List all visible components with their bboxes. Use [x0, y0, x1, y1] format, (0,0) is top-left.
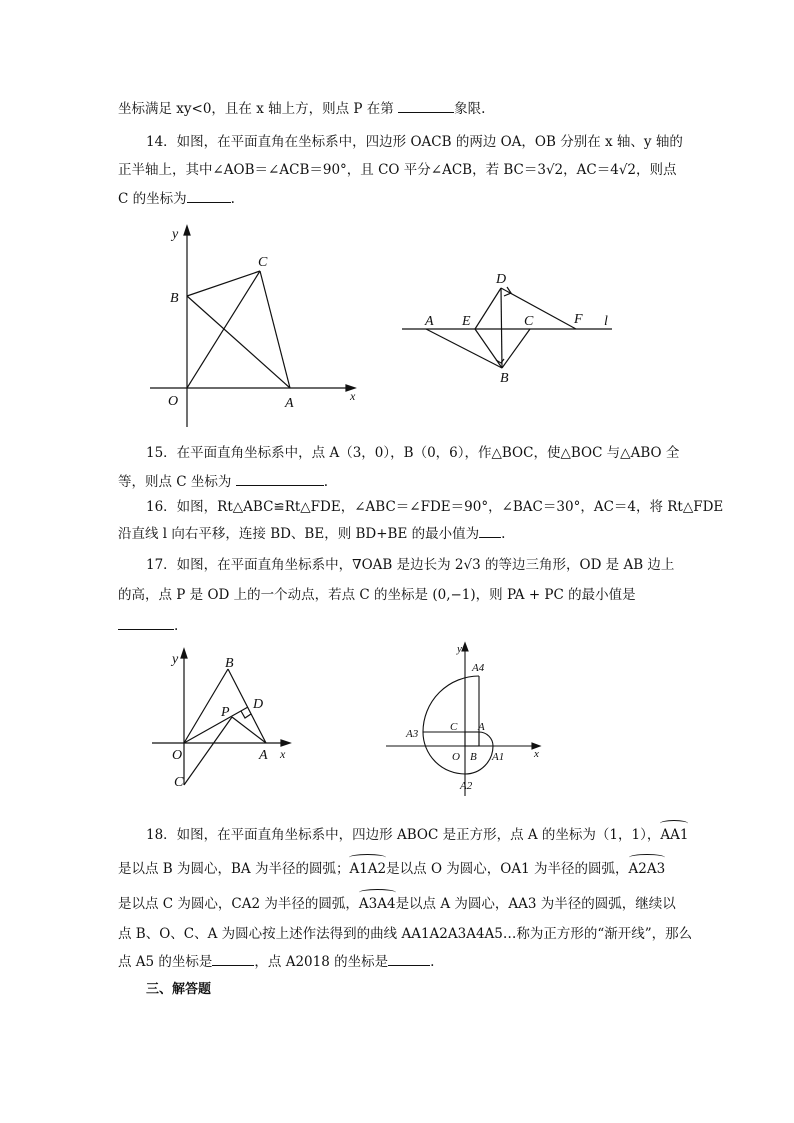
q16-line2-text: 沿直线 l 向右平移，连接 BD、BE，则 BD+BE 的最小值为 [118, 526, 480, 542]
label-a: A [285, 396, 294, 411]
label-o: O [172, 748, 183, 763]
arc-label-a2a3: A2A3 [629, 856, 666, 879]
label-c: C [174, 775, 184, 790]
segment-pc [184, 717, 232, 785]
q17-end: . [174, 618, 179, 634]
q16-end: . [501, 526, 506, 542]
segment-oc [187, 271, 260, 388]
x-axis-arrow [281, 740, 290, 746]
q17-line3 [118, 616, 178, 636]
q14-end: . [230, 191, 235, 207]
label-b: B [170, 291, 179, 306]
y-axis-arrow [181, 649, 187, 658]
q13-text: 坐标满足 xy<0，且在 x 轴上方，则点 P 在第 [118, 101, 394, 117]
label-o: O [452, 751, 460, 763]
arc-label-aa1: AA1 [660, 822, 688, 845]
q18-line5 [118, 952, 434, 972]
segment-ed [475, 288, 501, 329]
q18-line1 [146, 822, 688, 845]
square-aboc [465, 732, 479, 746]
label-b: B [470, 751, 477, 763]
arc-label-a1a2: A1A2 [349, 856, 386, 879]
q18-p3a: 是以点 C 为圆心，CA2 为半径的圆弧， [118, 896, 359, 912]
q14-line3 [118, 189, 235, 209]
label-l: l [604, 314, 608, 329]
q15-end: . [323, 474, 329, 490]
segment-ba [187, 296, 290, 388]
segment-df [501, 288, 576, 329]
label-o: O [168, 394, 179, 409]
q18-p1: 18．如图，在平面直角坐标系中，四边形 ABOC 是正方形，点 A 的坐标为（1，1）， [146, 827, 661, 843]
label-a3: A3 [406, 728, 419, 740]
label-a: A [259, 748, 268, 763]
q18-line4: 点 B、O、C、A 为圆心按上述作法得到的曲线 AA1A2A3A4A5…称为正方形的“渐开线”，那么 [118, 926, 693, 942]
right-angle-b [496, 359, 504, 363]
figure-q14 [150, 222, 370, 437]
q15-line2-text: 等，则点 C 坐标为 [118, 474, 232, 490]
answer-blank [479, 525, 501, 538]
q18-p5a: 点 A5 的坐标是 [118, 954, 213, 970]
label-p: P [221, 705, 230, 720]
q18-p2b: 是以点 O 为圆心，OA1 为半径的圆弧， [386, 861, 629, 877]
segment-ca [260, 271, 290, 388]
label-d: D [253, 697, 264, 712]
label-a: A [478, 721, 485, 733]
q15-line2 [118, 472, 328, 492]
label-a1: A1 [492, 751, 505, 763]
q13-tail [118, 99, 485, 119]
y-axis-arrow [184, 226, 190, 235]
q15-line1: 15．在平面直角坐标系中，点 A（3，0），B（0，6），作△BOC，使△BOC 与△ABO 全 [146, 445, 680, 461]
answer-blank [212, 953, 254, 966]
segment-ab [426, 329, 502, 368]
answer-blank [398, 100, 454, 113]
segment-be [475, 329, 502, 368]
label-a: A [425, 314, 434, 329]
answer-blank [187, 190, 231, 203]
q18-p3b: 是以点 A 为圆心，AA3 为半径的圆弧，继续以 [395, 896, 676, 912]
segment-pa [232, 717, 266, 743]
label-y: y [172, 227, 179, 242]
arc-label-a3a4: A3A4 [359, 891, 396, 914]
label-c: C [524, 314, 534, 329]
q17-line1: 17．如图，在平面直角坐标系中，∇OAB 是边长为 2√3 的等边三角形，OD 是 AB 边上 [146, 557, 675, 573]
answer-blank [118, 617, 174, 630]
q18-line3 [118, 891, 676, 914]
section-heading: 三、解答题 [146, 982, 212, 997]
label-d: D [496, 272, 507, 287]
label-b: B [500, 371, 509, 386]
answer-blank [236, 473, 324, 486]
label-x: x [534, 748, 539, 760]
label-a2: A2 [460, 780, 473, 792]
label-a4: A4 [472, 662, 485, 674]
label-x: x [280, 747, 286, 761]
label-c: C [258, 255, 268, 270]
q18-p5b: ，点 A2018 的坐标是 [254, 954, 389, 970]
q13-suffix: 象限. [454, 101, 486, 117]
q14-line2: 正半轴上，其中∠AOB＝∠ACB＝90°，且 CO 平分∠ACB，若 BC＝3√2，AC＝4√2，则点 [118, 162, 677, 178]
y-axis-arrow [462, 643, 468, 651]
label-b: B [225, 656, 234, 671]
segment-od [184, 707, 248, 743]
arc-aa1 [479, 732, 493, 746]
figure-q17 [148, 645, 298, 795]
q18-end: . [430, 954, 435, 970]
q17-line2: 的高，点 P 是 OD 上的一个动点，若点 C 的坐标是 (0,−1)，则 PA + PC 的最小值是 [118, 587, 636, 603]
q16-line2 [118, 524, 505, 544]
segment-bd [501, 288, 502, 368]
figure-q18 [380, 640, 550, 800]
q16-line1: 16．如图，Rt△ABC≌Rt△FDE，∠ABC＝∠FDE＝90°，∠BAC＝30°，AC＝4，将 Rt△FDE [146, 499, 724, 515]
label-y: y [172, 652, 179, 667]
label-f: F [574, 312, 583, 327]
q14-line1: 14．如图，在平面直角在坐标系中，四边形 OACB 的两边 OA，OB 分别在 x 轴、y 轴的 [146, 134, 683, 150]
answer-blank [388, 953, 430, 966]
segment-bc [187, 271, 260, 296]
label-y: y [457, 643, 462, 655]
q18-p2a: 是以点 B 为圆心，BA 为半径的圆弧； [118, 861, 350, 877]
label-c: C [450, 721, 458, 733]
figure-q16 [398, 262, 618, 392]
label-x: x [350, 389, 356, 403]
q18-line2 [118, 856, 665, 879]
segment-bc [502, 329, 530, 368]
label-e: E [462, 314, 471, 329]
q14-line3-text: C 的坐标为 [118, 191, 187, 207]
